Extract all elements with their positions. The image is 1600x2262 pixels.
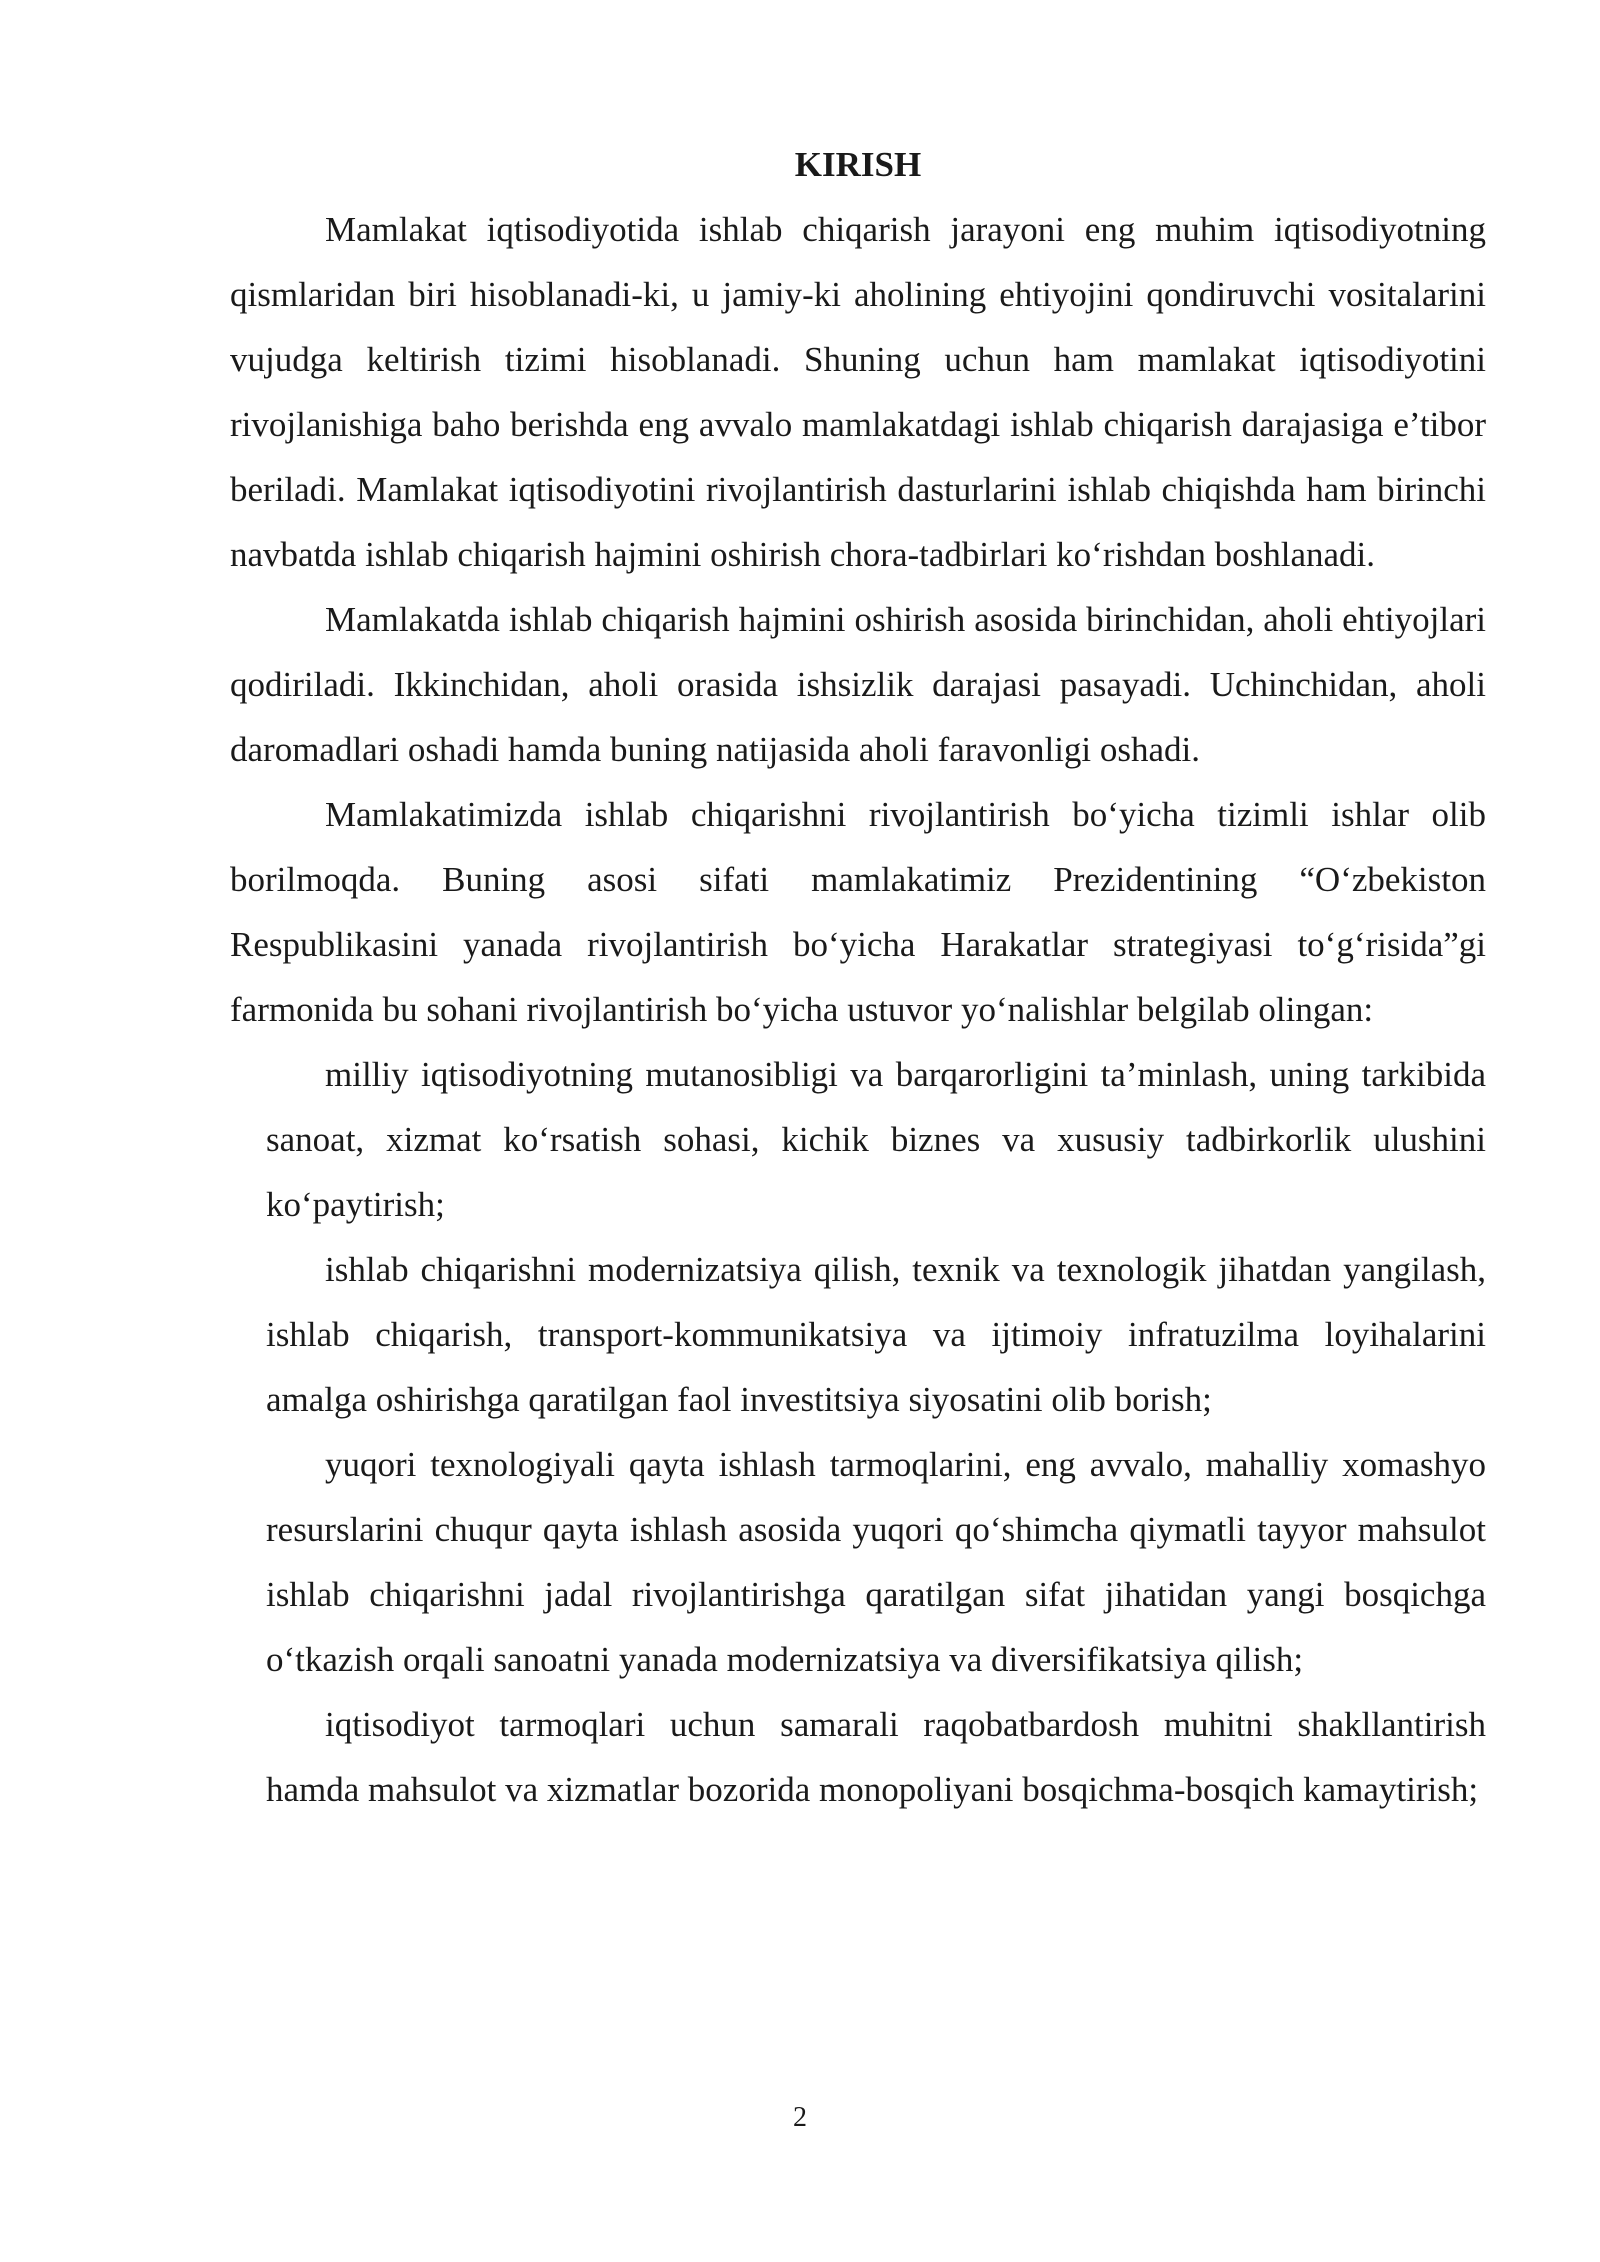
- list-item: ishlab chiqarishni modernizatsiya qilish, texnik va texnologik jihatdan yangilash, ishlab chiqarish, transport-kommunikatsiya va ijtimoiy infratuzilma loyihalarini amalga oshirishga qaratilgan faol investitsiya siyosatini olib borish;: [266, 1250, 1486, 1419]
- list-item: milliy iqtisodiyotning mutanosibligi va barqarorligini ta’minlash, uning tarkibida sanoat, xizmat ko‘rsatish sohasi, kichik biznes va xususiy tadbirkorlik ulushini ko‘paytirish;: [266, 1055, 1486, 1224]
- body-paragraph: Mamlakat iqtisodiyotida ishlab chiqarish jarayoni eng muhim iqtisodiyotning qismlaridan biri hisoblanadi-ki, u jamiy-ki aholining ehtiyojini qondiruvchi vositalarini vujudga keltirish tizimi hisoblanadi. Shuning uchun ham mamlakat iqtisodiyotini rivojlanishiga baho berishda eng avvalo mamlakatdagi ishlab chiqarish darajasiga e’tibor beriladi. Mamlakat iqtisodiyotini rivojlantirish dasturlarini ishlab chiqishda ham birinchi navbatda ishlab chiqarish hajmini oshirish chora-tadbirlari ko‘rishdan boshlanadi.: [230, 210, 1486, 574]
- priority-list: [230, 1042, 1486, 1822]
- section-title: KIRISH: [794, 145, 922, 184]
- body-paragraph: Mamlakatimizda ishlab chiqarishni rivojlantirish bo‘yicha tizimli ishlar olib borilmoqda. Buning asosi sifati mamlakatimiz Prezidentining “O‘zbekiston Respublikasini yanada rivojlantirish bo‘yicha Harakatlar strategiyasi to‘g‘risida”gi farmonida bu sohani rivojlantirish bo‘yicha ustuvor yo‘nalishlar belgilab olingan:: [230, 795, 1486, 1029]
- list-item: iqtisodiyot tarmoqlari uchun samarali raqobatbardosh muhitni shakllantirish hamda mahsulot va xizmatlar bozorida monopoliyani bosqichma-bosqich kamaytirish;: [266, 1705, 1486, 1809]
- page-number: 2: [793, 2102, 807, 2133]
- body-paragraph: Mamlakatda ishlab chiqarish hajmini oshirish asosida birinchidan, aholi ehtiyojlari qodiriladi. Ikkinchidan, aholi orasida ishsizlik darajasi pasayadi. Uchinchidan, aholi daromadlari oshadi hamda buning natijasida aholi faravonligi oshadi.: [230, 600, 1486, 769]
- list-item: yuqori texnologiyali qayta ishlash tarmoqlarini, eng avvalo, mahalliy xomashyo resurslarini chuqur qayta ishlash asosida yuqori qo‘shimcha qiymatli tayyor mahsulot ishlab chiqarishni jadal rivojlantirishga qaratilgan sifat jihatidan yangi bosqichga o‘tkazish orqali sanoatni yanada modernizatsiya va diversifikatsiya qilish;: [266, 1445, 1486, 1679]
- page-content: [230, 132, 1486, 1822]
